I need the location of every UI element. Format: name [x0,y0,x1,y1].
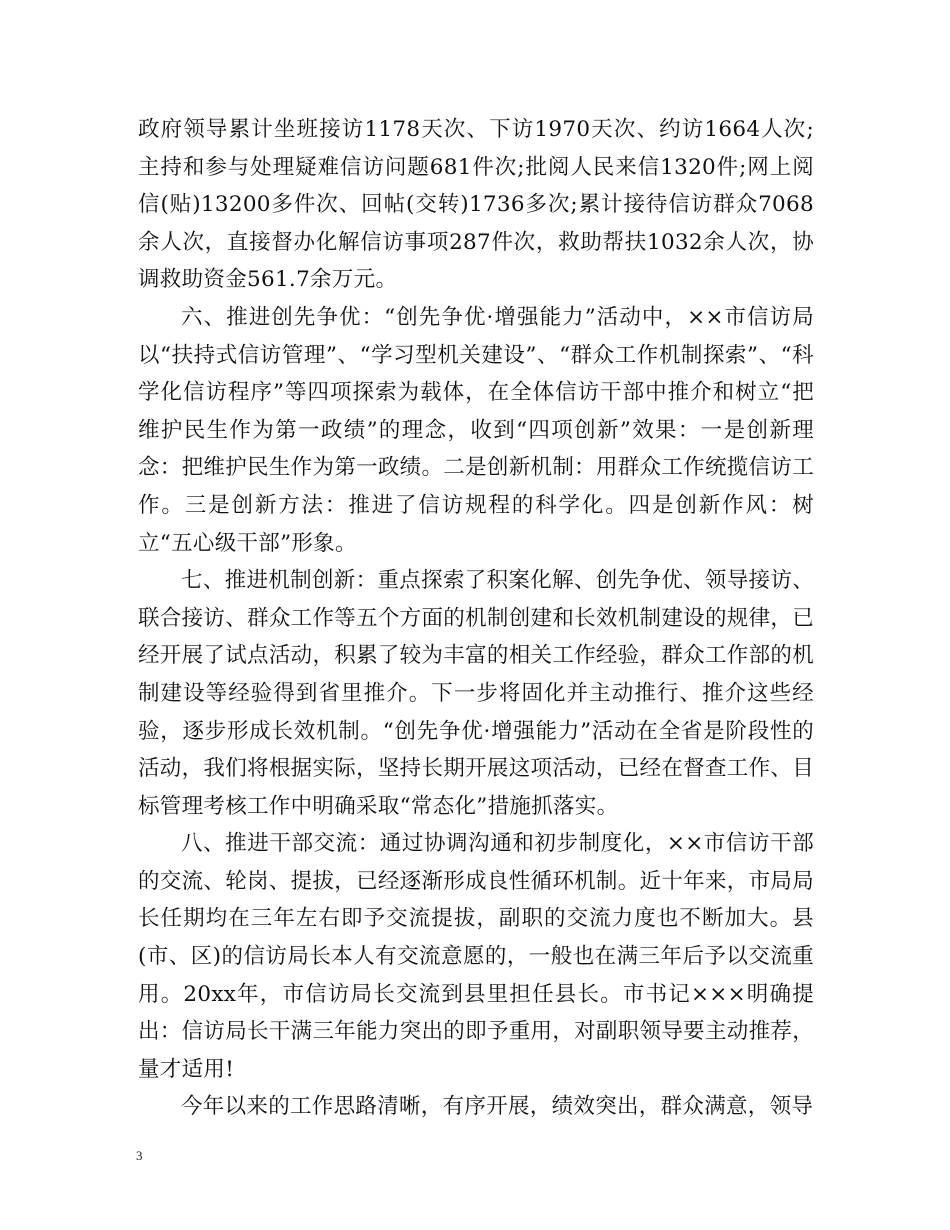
paragraph-continuation: 政府领导累计坐班接访1178天次、下访1970天次、约访1664人次;主持和参与处理疑难信访问题681件次;批阅人民来信1320件;网上阅信(贴)13200多件次、回帖(交转)1736多次;累计接待信访群众7068余人次，直接督办化解信访事项287件次，救助帮扶1032余人次，协调救助资金561.7余万元。 [138,117,814,293]
paragraph-section-seven: 七、推进机制创新：重点探索了积案化解、创先争优、领导接访、联合接访、群众工作等五个方面的机制创建和长效机制建设的规律，已经开展了试点活动，积累了较为丰富的相关工作经验，群众工作部的机制建设等经验得到省里推介。下一步将固化并主动推行、推介这些经验，逐步形成长效机制。“创先争优·增强能力”活动在全省是阶段性的活动，我们将根据实际，坚持长期开展这项活动，已经在督查工作、目标管理考核工作中明确采取“常态化”措施抓落实。 [138,568,814,819]
paragraph-section-eight: 八、推进干部交流：通过协调沟通和初步制度化，××市信访干部的交流、轮岗、提拔，已经逐渐形成良性循环机制。近十年来，市局局长任期均在三年左右即予交流提拔，副职的交流力度也不断加大。县(市、区)的信访局长本人有交流意愿的，一般也在满三年后予以交流重用。20xx年，市信访局长交流到县里担任县长。市书记×××明确提出：信访局长干满三年能力突出的即予重用，对副职领导要主动推荐，量才适用! [138,831,814,1082]
paragraph-section-six: 六、推进创先争优：“创先争优·增强能力”活动中，××市信访局以“扶持式信访管理”、“学习型机关建设”、“群众工作机制探索”、“科学化信访程序”等四项探索为载体，在全体信访干部中推介和树立“把维护民生作为第一政绩”的理念，收到“四项创新”效果：一是创新理念：把维护民生作为第一政绩。二是创新机制：用群众工作统揽信访工作。三是创新方法：推进了信访规程的科学化。四是创新作风：树立“五心级干部”形象。 [138,304,814,556]
document-body [138,111,814,1126]
paragraph-summary: 今年以来的工作思路清晰，有序开展，绩效突出，群众满意，领导 [181,1094,814,1120]
page-number: 3 [136,1148,143,1163]
